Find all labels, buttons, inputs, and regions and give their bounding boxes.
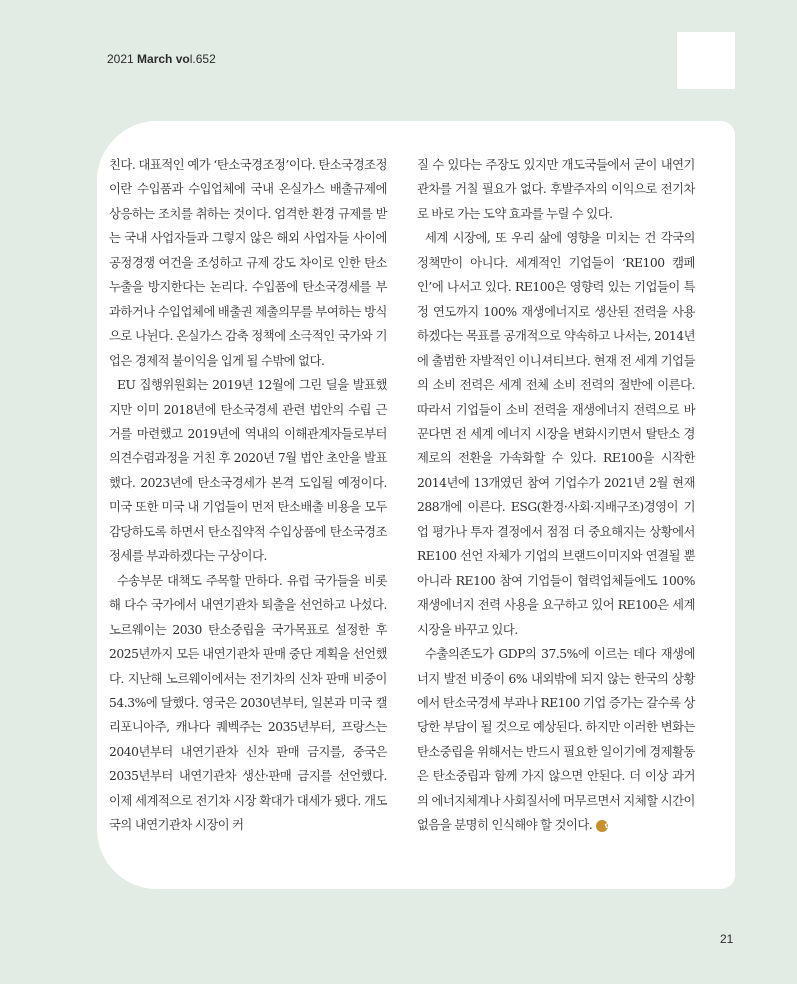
- issue-year: 2021: [107, 52, 134, 66]
- left-column: [109, 153, 387, 838]
- page-number: 21: [720, 932, 734, 946]
- paragraph: 질 수 있다는 주장도 있지만 개도국들에서 굳이 내연기관차를 거칠 필요가 없다. 후발주자의 이익으로 전기차로 바로 가는 도약 효과를 누릴 수 있다.: [417, 158, 695, 221]
- issue-month: March: [137, 52, 173, 66]
- flower-end-icon: ✿: [596, 820, 608, 832]
- paragraph-last: [417, 642, 695, 838]
- paragraph: EU 집행위원회는 2019년 12월에 그린 딜을 발표했지만 이미 2018년에 탄소국경세 관련 법안의 수립 근거를 마련했고 2019년에 역내의 이해관계자들로부터 의견수렴과정을 거친 후 2020년 7월 법안 초안을 발표했다. 2023년에 탄소국경세가 본격 도입될 예정이다. 미국 또한 미국 내 기업들이 먼저 탄소배출 비용을 모두 감당하도록 하면서 탄소집약적 수입상품에 탄소국경조정세를 부과하겠다는 구상이다.: [109, 378, 387, 564]
- paragraph: 수송부문 대책도 주목할 만하다. 유럽 국가들을 비롯해 다수 국가에서 내연기관차 퇴출을 선언하고 나섰다. 노르웨이는 2030 탄소중립을 국가목표로 설정한 후 2025년까지 모든 내연기관차 판매 중단 계획을 선언했다. 지난해 노르웨이에서는 전기차의 신차 판매 비중이 54.3%에 달했다. 영국은 2030년부터, 일본과 미국 캘리포니아주, 캐나다 퀘벡주는 2035년부터, 프랑스는 2040년부터 내연기관차 신차 판매 금지를, 중국은 2035년부터 내연기관차 생산·판매 금지를 선언했다. 이제 세계적으로 전기차 시장 확대가 대세가 됐다. 개도국의 내연기관차 시장이 커: [109, 573, 387, 833]
- page-corner-shape: [0, 890, 97, 984]
- paragraph: 세계 시장에, 또 우리 삶에 영향을 미치는 건 각국의 정책만이 아니다. 세계적인 기업들이 ‘RE100 캠페인’에 나서고 있다. RE100은 영향력 있는 기업들이 특정 연도까지 100% 재생에너지로 생산된 전력을 사용하겠다는 목표를 공개적으로 약속하고 나서는, 2014년에 출범한 자발적인 이니셔티브다. 현재 전 세계 기업들의 소비 전력은 세계 전체 소비 전력의 절반에 이른다. 따라서 기업들이 소비 전력을 재생에너지 전력으로 바꾼다면 전 세계 에너지 시장을 변화시키면서 탈탄소 경제로의 전환을 가속화할 수 있다. RE100을 시작한 2014년에 13개였던 참여 기업수가 2021년 2월 현재 288개에 이른다. ESG(환경·사회·지배구조)경영이 기업 평가나 투자 결정에서 점점 더 중요해지는 상황에서 RE100 선언 자체가 기업의 브랜드이미지와 연결될 뿐 아니라 RE100 참여 기업들이 협력업체들에도 100% 재생에너지 전력 사용을 요구하고 있어 RE100은 세계 시장을 바꾸고 있다.: [417, 231, 695, 637]
- paragraph-text: 수출의존도가 GDP의 37.5%에 이르는 데다 재생에너지 발전 비중이 6% 내외밖에 되지 않는 한국의 상황에서 탄소국경세 부과나 RE100 기업 증가는 갈수록 상당한 부담이 될 것으로 예상된다. 하지만 이러한 변화는 탄소중립을 위해서는 반드시 필요한 일이기에 경제활동은 탄소중립과 함께 가지 않으면 안된다. 더 이상 과거의 에너지체계나 사회질서에 머무르면서 지체할 시간이 없음을 분명히 인식해야 할 것이다.: [417, 647, 695, 833]
- right-column: [417, 153, 695, 838]
- issue-vol-number: l.652: [189, 52, 216, 66]
- paragraph: 친다. 대표적인 예가 ‘탄소국경조정’이다. 탄소국경조정이란 수입품과 수입업체에 국내 온실가스 배출규제에 상응하는 조치를 취하는 것이다. 엄격한 환경 규제를 받는 국내 사업자들과 그렇지 않은 해외 사업자들 사이에 공정경쟁 여건을 조성하고 규제 강도 차이로 인한 탄소누출을 방지한다는 논리다. 수입품에 탄소국경세를 부과하거나 수입업체에 배출권 제출의무를 부여하는 방식으로 나뉜다. 온실가스 감축 정책에 소극적인 국가와 기업은 경제적 불이익을 입게 될 수밖에 없다.: [109, 158, 387, 368]
- issue-label: [107, 52, 216, 66]
- issue-vol-prefix: vo: [175, 52, 190, 66]
- corner-box: [677, 32, 735, 89]
